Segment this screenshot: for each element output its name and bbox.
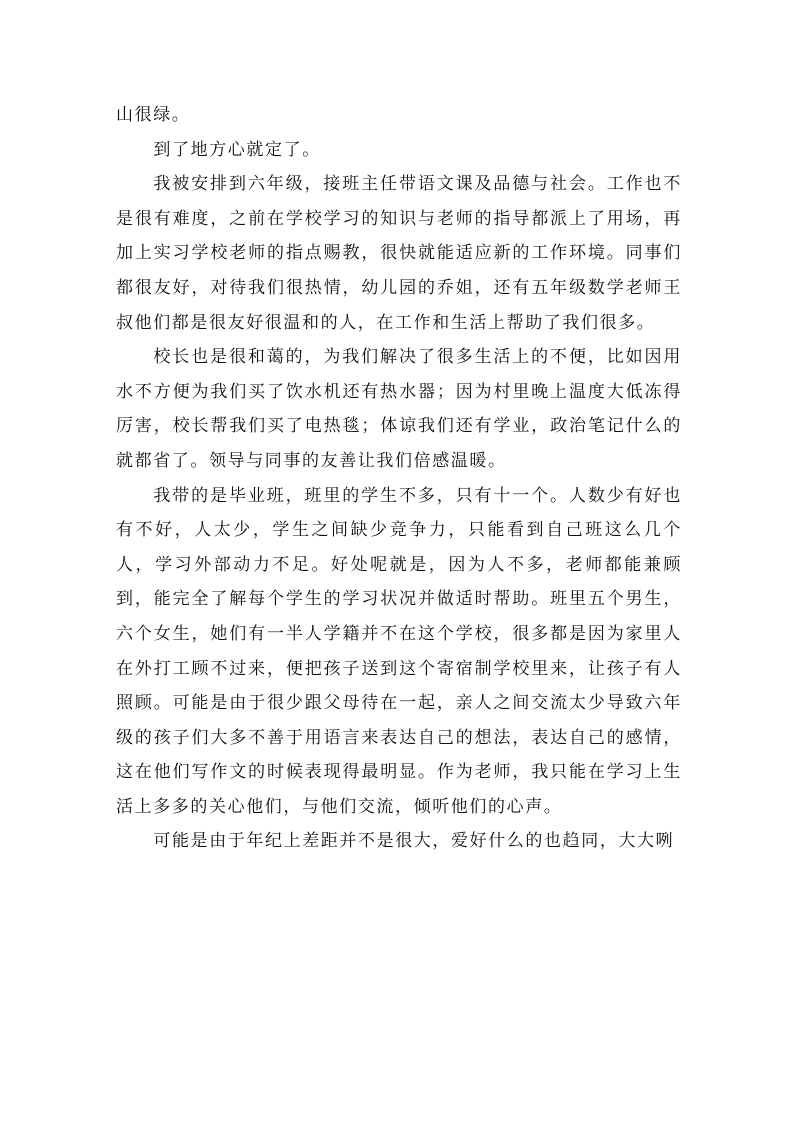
paragraph-1: 山很绿。 xyxy=(116,105,191,125)
body-text xyxy=(116,98,682,859)
paragraph-3: 我被安排到六年级，接班主任带语文课及品德与社会。工作也不是很有难度，之前在学校学习的知识与老师的指导都派上了用场，再加上实习学校老师的指点赐教，很快就能适应新的工作环境。同事们都很友好，对待我们很热情，幼儿园的乔姐，还有五年级数学老师王叔他们都是很友好很温和的人，在工作和生活上帮助了我们很多。 xyxy=(116,174,682,333)
paragraph-5: 我带的是毕业班，班里的学生不多，只有十一个。人数少有好也有不好，人太少，学生之间缺少竞争力，只能看到自己班这么几个人，学习外部动力不足。好处呢就是，因为人不多，老师都能兼顾到，能完全了解每个学生的学习状况并做适时帮助。班里五个男生，六个女生，她们有一半人学籍并不在这个学校，很多都是因为家里人在外打工顾不过来，便把孩子送到这个寄宿制学校里来，让孩子有人照顾。可能是由于很少跟父母待在一起，亲人之间交流太少导致六年级的孩子们大多不善于用语言来表达自己的想法，表达自己的感情，这在他们写作文的时候表现得最明显。作为老师，我只能在学习上生活上多多的关心他们，与他们交流，倾听他们的心声。 xyxy=(116,485,682,817)
paragraph-6: 可能是由于年纪上差距并不是很大，爱好什么的也趋同，大大咧 xyxy=(153,831,675,852)
paragraph-2: 到了地方心就定了。 xyxy=(153,139,321,160)
paragraph-4: 校长也是很和蔼的，为我们解决了很多生活上的不便，比如因用水不方便为我们买了饮水机还有热水器；因为村里晚上温度大低冻得厉害，校长帮我们买了电热毯；体谅我们还有学业，政治笔记什么的就都省了。领导与同事的友善让我们倍感温暖。 xyxy=(116,347,682,471)
